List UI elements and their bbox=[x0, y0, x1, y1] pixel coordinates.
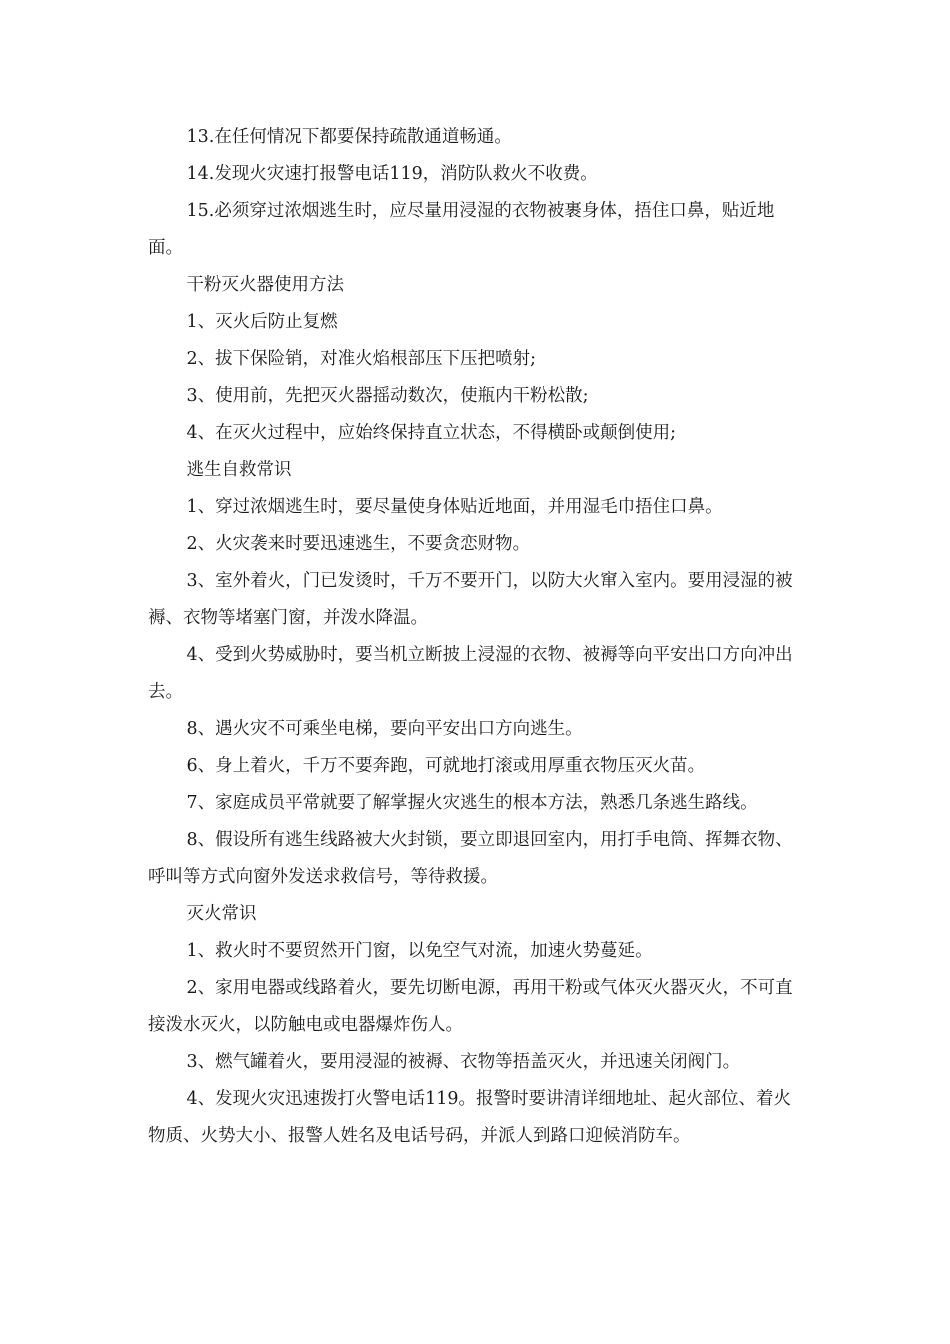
document-body bbox=[148, 119, 808, 1155]
paragraph-14: 14.发现火灾速打报警电话119，消防队救火不收费。 bbox=[186, 164, 598, 184]
escape-item-8b: 8、假设所有逃生线路被大火封锁，要立即退回室内，用打手电筒、挥舞衣物、呼叫等方式向窗外发送求救信号，等待救援。 bbox=[148, 830, 793, 887]
extinguisher-step-3: 3、使用前，先把灭火器摇动数次，使瓶内干粉松散; bbox=[186, 386, 589, 406]
section-heading-escape: 逃生自救常识 bbox=[186, 460, 292, 480]
paragraph-15: 15.必须穿过浓烟逃生时，应尽量用浸湿的衣物被裹身体，捂住口鼻，贴近地面。 bbox=[148, 201, 775, 258]
firefighting-item-3: 3、燃气罐着火，要用浸湿的被褥、衣物等捂盖灭火，并迅速关闭阀门。 bbox=[186, 1052, 741, 1072]
escape-item-4: 4、受到火势威胁时，要当机立断披上浸湿的衣物、被褥等向平安出口方向冲出去。 bbox=[148, 645, 793, 702]
extinguisher-step-1: 1、灭火后防止复燃 bbox=[186, 312, 338, 332]
escape-item-6: 6、身上着火，千万不要奔跑，可就地打滚或用厚重衣物压灭火苗。 bbox=[186, 756, 706, 776]
paragraph-13: 13.在任何情况下都要保持疏散通道畅通。 bbox=[186, 127, 512, 147]
firefighting-item-1: 1、救火时不要贸然开门窗，以免空气对流，加速火势蔓延。 bbox=[186, 941, 653, 961]
escape-item-3: 3、室外着火，门已发烫时，千万不要开门，以防大火窜入室内。要用浸湿的被褥、衣物等堵塞门窗，并泼水降温。 bbox=[148, 571, 793, 628]
firefighting-item-4: 4、发现火灾迅速拨打火警电话119。报警时要讲清详细地址、起火部位、着火物质、火势大小、报警人姓名及电话号码，并派人到路口迎候消防车。 bbox=[148, 1089, 792, 1146]
firefighting-item-2: 2、家用电器或线路着火，要先切断电源，再用干粉或气体灭火器灭火，不可直接泼水灭火，以防触电或电器爆炸伤人。 bbox=[148, 978, 793, 1035]
escape-item-8a: 8、遇火灾不可乘坐电梯，要向平安出口方向逃生。 bbox=[186, 719, 583, 739]
escape-item-2: 2、火灾袭来时要迅速逃生，不要贪恋财物。 bbox=[186, 534, 531, 554]
extinguisher-step-2: 2、拔下保险销，对准火焰根部压下压把喷射; bbox=[186, 349, 537, 369]
escape-item-1: 1、穿过浓烟逃生时，要尽量使身体贴近地面，并用湿毛巾捂住口鼻。 bbox=[186, 497, 723, 517]
escape-item-7: 7、家庭成员平常就要了解掌握火灾逃生的根本方法，熟悉几条逃生路线。 bbox=[186, 793, 758, 813]
section-heading-extinguisher: 干粉灭火器使用方法 bbox=[186, 275, 344, 295]
extinguisher-step-4: 4、在灭火过程中，应始终保持直立状态，不得横卧或颠倒使用; bbox=[186, 423, 677, 443]
section-heading-firefighting: 灭火常识 bbox=[186, 904, 257, 924]
